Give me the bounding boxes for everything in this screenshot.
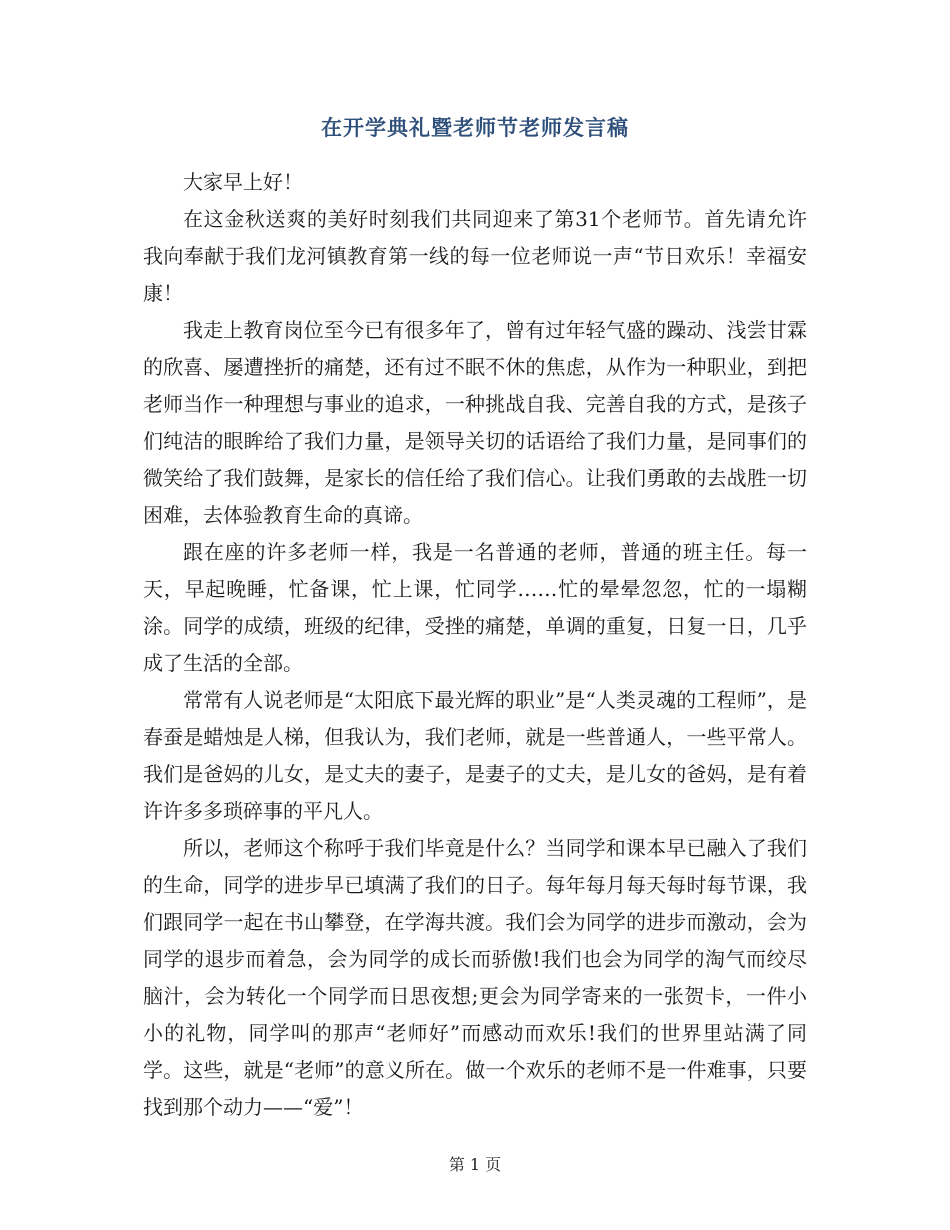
paragraph-greeting: 大家早上好！ <box>183 170 303 194</box>
paragraph: 所以，老师这个称呼于我们毕竟是什么？当同学和课本早已融入了我们的生命，同学的进步早已填满了我们的日子。每年每月每天每时每节课，我们跟同学一起在书山攀登，在学海共渡。我们会为同学的进步而激动，会为同学的退步而着急，会为同学的成长而骄傲!我们也会为同学的淘气而绞尽脑汁，会为转化一个同学而日思夜想;更会为同学寄来的一张贺卡，一件小小的礼物，同学叫的那声“老师好”而感动而欢乐!我们的世界里站满了同学。这些，就是“老师”的意义所在。做一个欢乐的老师不是一件难事，只要找到那个动力——“爱”！ <box>143 836 807 1119</box>
paragraph: 常常有人说老师是“太阳底下最光辉的职业”是“人类灵魂的工程师”，是春蚕是蜡烛是人梯，但我认为，我们老师，就是一些普通人，一些平常人。我们是爸妈的儿女，是丈夫的妻子，是妻子的丈夫，是儿女的爸妈，是有着许许多多琐碎事的平凡人。 <box>143 688 807 823</box>
paragraph: 我走上教育岗位至今已有很多年了，曾有过年轻气盛的躁动、浅尝甘霖的欣喜、屡遭挫折的痛楚，还有过不眠不休的焦虑，从作为一种职业，到把老师当作一种理想与事业的追求，一种挑战自我、完善自我的方式，是孩子们纯洁的眼眸给了我们力量，是领导关切的话语给了我们力量，是同事们的微笑给了我们鼓舞，是家长的信任给了我们信心。让我们勇敢的去战胜一切困难，去体验教育生命的真谛。 <box>143 318 807 527</box>
document-title: 在开学典礼暨老师节老师发言稿 <box>321 115 629 140</box>
paragraph: 在这金秋送爽的美好时刻我们共同迎来了第31个老师节。首先请允许我向奉献于我们龙河镇教育第一线的每一位老师说一声“节日欢乐！幸福安康！ <box>143 207 807 305</box>
page-number: 第 1 页 <box>448 1155 502 1174</box>
paragraph: 跟在座的许多老师一样，我是一名普通的老师，普通的班主任。每一天，早起晚睡，忙备课，忙上课，忙同学……忙的晕晕忽忽，忙的一塌糊涂。同学的成绩，班级的纪律，受挫的痛楚，单调的重复，日复一日，几乎成了生活的全部。 <box>143 540 807 675</box>
document-body <box>143 164 807 1126</box>
